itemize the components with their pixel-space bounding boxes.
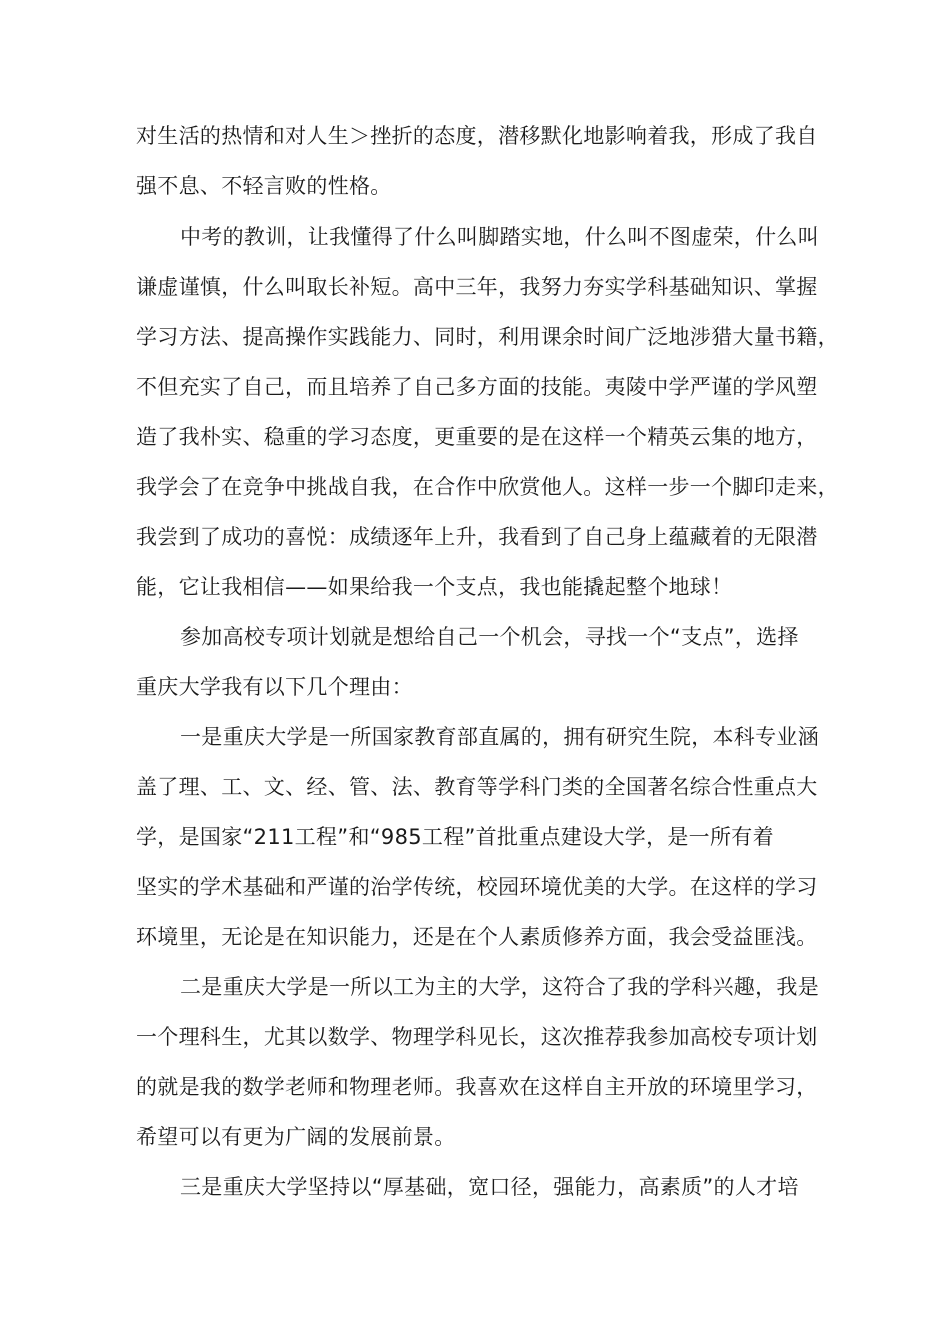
text-line: 能，它让我相信——如果给我一个支点，我也能撬起整个地球！ xyxy=(136,575,733,599)
paragraph-start-line: 参加高校专项计划就是想给自己一个机会，寻找一个“支点”，选择 xyxy=(180,625,799,649)
text-line: 造了我朴实、稳重的学习态度，更重要的是在这样一个精英云集的地方， xyxy=(136,425,818,449)
text-line: 一个理科生，尤其以数学、物理学科见长，这次推荐我参加高校专项计划 xyxy=(136,1025,818,1049)
text-line: 强不息、不轻言败的性格。 xyxy=(136,174,392,198)
text-line: 学，是国家“211工程”和“985工程”首批重点建设大学，是一所有着 xyxy=(136,825,774,849)
text-line: 我尝到了成功的喜悦：成绩逐年上升，我看到了自己身上蕴藏着的无限潜 xyxy=(136,525,818,549)
paragraph-start-line: 二是重庆大学是一所以工为主的大学，这符合了我的学科兴趣，我是 xyxy=(180,975,819,999)
text-line: 我学会了在竞争中挑战自我，在合作中欣赏他人。这样一步一个脚印走来， xyxy=(136,475,839,499)
text-line: 谦虚谨慎，什么叫取长补短。高中三年，我努力夯实学科基础知识、掌握 xyxy=(136,275,818,299)
text-line: 盖了理、工、文、经、管、法、教育等学科门类的全国著名综合性重点大 xyxy=(136,775,818,799)
paragraph-start-line: 三是重庆大学坚持以“厚基础，宽口径，强能力，高素质”的人才培 xyxy=(180,1175,799,1199)
text-line: 坚实的学术基础和严谨的治学传统，校园环境优美的大学。在这样的学习 xyxy=(136,875,818,899)
paragraph-start-line: 中考的教训，让我懂得了什么叫脚踏实地，什么叫不图虚荣，什么叫 xyxy=(180,225,819,249)
text-line: 希望可以有更为广阔的发展前景。 xyxy=(136,1125,456,1149)
paragraph-start-line: 一是重庆大学是一所国家教育部直属的，拥有研究生院，本科专业涵 xyxy=(180,725,819,749)
text-line: 重庆大学我有以下几个理由： xyxy=(136,675,413,699)
text-line: 对生活的热情和对人生＞挫折的态度，潜移默化地影响着我，形成了我自 xyxy=(136,124,818,148)
text-line: 环境里，无论是在知识能力，还是在个人素质修养方面，我会受益匪浅。 xyxy=(136,925,818,949)
text-line: 不但充实了自己，而且培养了自己多方面的技能。夷陵中学严谨的学风塑 xyxy=(136,375,818,399)
text-line: 的就是我的数学老师和物理老师。我喜欢在这样自主开放的环境里学习， xyxy=(136,1075,818,1099)
text-line: 学习方法、提高操作实践能力、同时，利用课余时间广泛地涉猎大量书籍， xyxy=(136,325,839,349)
